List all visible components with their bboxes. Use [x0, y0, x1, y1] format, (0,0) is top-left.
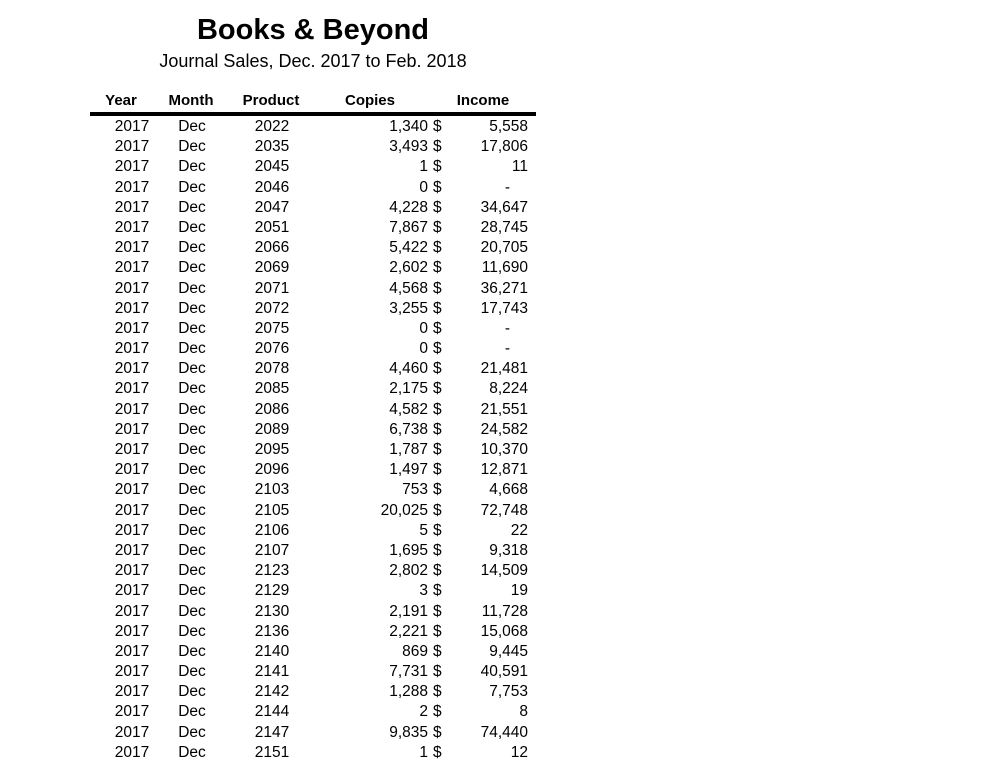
copies-cell: 2,221: [389, 622, 428, 640]
table-row: [90, 339, 536, 359]
copies-cell: 5,422: [389, 239, 428, 257]
copies-cell: 1,340: [389, 118, 428, 135]
table-row: [90, 561, 536, 581]
table-row: [90, 723, 536, 743]
currency-symbol: $: [433, 259, 442, 277]
year-cell: 2017: [114, 703, 150, 721]
report-subtitle: Journal Sales, Dec. 2017 to Feb. 2018: [159, 51, 467, 71]
year-cell: 2017: [114, 743, 150, 761]
currency-symbol: $: [433, 299, 442, 317]
table-body: [90, 117, 536, 763]
copies-cell: 1: [419, 158, 428, 176]
copies-cell: 2,802: [389, 562, 428, 580]
table-row: [90, 662, 536, 682]
month-cell: Dec: [178, 723, 206, 741]
table-row: [90, 218, 536, 238]
income-cell: 34,647: [480, 198, 528, 216]
product-cell: 2051: [254, 218, 290, 236]
currency-symbol: $: [433, 642, 442, 660]
month-cell: Dec: [178, 340, 206, 358]
copies-cell: 6,738: [389, 420, 428, 438]
sales-table: [90, 90, 536, 763]
copies-cell: 869: [402, 642, 428, 660]
currency-symbol: $: [433, 239, 442, 257]
table-row: [90, 319, 536, 339]
currency-symbol: $: [433, 340, 442, 358]
copies-cell: 1,695: [389, 541, 428, 559]
year-cell: 2017: [114, 299, 150, 317]
income-cell: 12,871: [480, 461, 528, 479]
income-cell: 14,509: [480, 562, 528, 580]
copies-cell: 0: [419, 340, 428, 358]
currency-symbol: $: [433, 461, 442, 479]
copies-cell: 2,602: [389, 259, 428, 277]
table-row: [90, 521, 536, 541]
currency-symbol: $: [433, 521, 442, 539]
year-cell: 2017: [114, 663, 150, 681]
month-cell: Dec: [178, 622, 206, 640]
income-cell: 12: [510, 743, 528, 761]
year-cell: 2017: [114, 239, 150, 257]
currency-symbol: $: [433, 602, 442, 620]
header-product: Product: [242, 92, 300, 109]
table-row: [90, 602, 536, 622]
month-cell: Dec: [178, 602, 206, 620]
year-cell: 2017: [114, 420, 150, 438]
month-cell: Dec: [178, 521, 206, 539]
income-cell: 15,068: [480, 622, 528, 640]
table-row: [90, 420, 536, 440]
product-cell: 2096: [254, 461, 290, 479]
month-cell: Dec: [178, 461, 206, 479]
year-cell: 2017: [114, 138, 150, 156]
month-cell: Dec: [178, 198, 206, 216]
month-cell: Dec: [178, 683, 206, 701]
month-cell: Dec: [178, 582, 206, 600]
table-row: [90, 480, 536, 500]
income-cell: 19: [510, 582, 528, 600]
product-cell: 2075: [254, 319, 290, 337]
copies-cell: 4,582: [389, 400, 428, 418]
currency-symbol: $: [433, 663, 442, 681]
year-cell: 2017: [114, 602, 150, 620]
table-row: [90, 581, 536, 601]
product-cell: 2136: [254, 622, 290, 640]
copies-cell: 0: [419, 319, 428, 337]
income-cell: 9,318: [489, 541, 528, 559]
copies-cell: 4,228: [389, 198, 428, 216]
month-cell: Dec: [178, 218, 206, 236]
table-row: [90, 198, 536, 218]
month-cell: Dec: [178, 703, 206, 721]
currency-symbol: $: [433, 723, 442, 741]
copies-cell: 2: [419, 703, 428, 721]
table-row: [90, 299, 536, 319]
income-cell: 7,753: [489, 683, 528, 701]
copies-cell: 9,835: [389, 723, 428, 741]
year-cell: 2017: [114, 218, 150, 236]
currency-symbol: $: [433, 138, 442, 156]
product-cell: 2069: [254, 259, 290, 277]
currency-symbol: $: [433, 582, 442, 600]
copies-cell: 4,460: [389, 360, 428, 378]
month-cell: Dec: [178, 299, 206, 317]
income-cell: 10,370: [480, 441, 528, 458]
currency-symbol: $: [433, 118, 442, 135]
month-cell: Dec: [178, 642, 206, 660]
month-cell: Dec: [178, 319, 206, 337]
product-cell: 2129: [254, 582, 290, 600]
year-cell: 2017: [114, 319, 150, 337]
month-cell: Dec: [178, 562, 206, 580]
income-cell: -: [504, 319, 510, 337]
month-cell: Dec: [178, 501, 206, 519]
income-cell: -: [504, 340, 510, 358]
year-cell: 2017: [114, 380, 150, 398]
product-cell: 2089: [254, 420, 290, 438]
header-month: Month: [168, 92, 214, 109]
currency-symbol: $: [433, 562, 442, 580]
currency-symbol: $: [433, 743, 442, 761]
table-row: [90, 400, 536, 420]
report-title: Books & Beyond: [196, 14, 430, 46]
year-cell: 2017: [114, 118, 150, 135]
table-row: [90, 682, 536, 702]
copies-cell: 1,497: [389, 461, 428, 479]
year-cell: 2017: [114, 683, 150, 701]
month-cell: Dec: [178, 663, 206, 681]
table-row: [90, 178, 536, 198]
currency-symbol: $: [433, 319, 442, 337]
currency-symbol: $: [433, 703, 442, 721]
income-cell: 72,748: [480, 501, 528, 519]
copies-cell: 7,731: [389, 663, 428, 681]
product-cell: 2072: [254, 299, 290, 317]
table-row: [90, 359, 536, 379]
currency-symbol: $: [433, 541, 442, 559]
product-cell: 2086: [254, 400, 290, 418]
currency-symbol: $: [433, 218, 442, 236]
income-cell: 11,728: [481, 602, 528, 620]
currency-symbol: $: [433, 360, 442, 378]
year-cell: 2017: [114, 642, 150, 660]
income-cell: 22: [510, 521, 528, 539]
product-cell: 2071: [254, 279, 290, 297]
income-cell: 36,271: [480, 279, 528, 297]
year-cell: 2017: [114, 562, 150, 580]
month-cell: Dec: [178, 541, 206, 559]
income-cell: 8,224: [489, 380, 528, 398]
table-row: [90, 157, 536, 177]
table-row: [90, 541, 536, 561]
currency-symbol: $: [433, 400, 442, 418]
income-cell: 21,481: [480, 360, 528, 378]
year-cell: 2017: [114, 441, 150, 458]
currency-symbol: $: [433, 420, 442, 438]
table-row: [90, 117, 536, 137]
income-cell: 9,445: [489, 642, 528, 660]
copies-cell: 5: [419, 521, 428, 539]
currency-symbol: $: [433, 198, 442, 216]
income-cell: 5,558: [489, 118, 528, 135]
currency-symbol: $: [433, 158, 442, 176]
income-cell: -: [504, 178, 510, 196]
year-cell: 2017: [114, 723, 150, 741]
copies-cell: 1,288: [389, 683, 428, 701]
month-cell: Dec: [178, 441, 206, 458]
currency-symbol: $: [433, 178, 442, 196]
year-cell: 2017: [114, 501, 150, 519]
copies-cell: 3,493: [389, 138, 428, 156]
product-cell: 2107: [254, 541, 290, 559]
month-cell: Dec: [178, 178, 206, 196]
product-cell: 2147: [254, 723, 290, 741]
year-cell: 2017: [114, 481, 150, 499]
income-cell: 20,705: [480, 239, 528, 257]
income-cell: 11: [511, 158, 528, 176]
copies-cell: 1: [419, 743, 428, 761]
product-cell: 2123: [254, 562, 290, 580]
product-cell: 2045: [254, 158, 290, 176]
product-cell: 2085: [254, 380, 290, 398]
year-cell: 2017: [114, 521, 150, 539]
year-cell: 2017: [114, 178, 150, 196]
income-cell: 28,745: [480, 218, 528, 236]
table-row: [90, 702, 536, 722]
month-cell: Dec: [178, 279, 206, 297]
year-cell: 2017: [114, 582, 150, 600]
income-cell: 40,591: [480, 663, 528, 681]
product-cell: 2106: [254, 521, 290, 539]
table-row: [90, 743, 536, 763]
month-cell: Dec: [178, 118, 206, 135]
year-cell: 2017: [114, 259, 150, 277]
year-cell: 2017: [114, 400, 150, 418]
month-cell: Dec: [178, 420, 206, 438]
product-cell: 2047: [254, 198, 290, 216]
year-cell: 2017: [114, 360, 150, 378]
product-cell: 2095: [254, 441, 290, 458]
income-cell: 24,582: [480, 420, 528, 438]
product-cell: 2144: [254, 703, 290, 721]
income-cell: 17,743: [480, 299, 528, 317]
copies-cell: 20,025: [380, 501, 428, 519]
year-cell: 2017: [114, 279, 150, 297]
header-year: Year: [105, 92, 137, 109]
table-row: [90, 642, 536, 662]
table-row: [90, 279, 536, 299]
month-cell: Dec: [178, 360, 206, 378]
currency-symbol: $: [433, 441, 442, 458]
month-cell: Dec: [178, 481, 206, 499]
currency-symbol: $: [433, 622, 442, 640]
table-row: [90, 622, 536, 642]
income-cell: 21,551: [480, 400, 528, 418]
month-cell: Dec: [178, 158, 206, 176]
year-cell: 2017: [114, 340, 150, 358]
product-cell: 2140: [254, 642, 290, 660]
copies-cell: 3,255: [389, 299, 428, 317]
product-cell: 2141: [254, 663, 290, 681]
month-cell: Dec: [178, 138, 206, 156]
income-cell: 4,668: [489, 481, 528, 499]
product-cell: 2130: [254, 602, 290, 620]
year-cell: 2017: [114, 622, 150, 640]
product-cell: 2105: [254, 501, 290, 519]
table-row: [90, 501, 536, 521]
header-income: Income: [456, 92, 510, 109]
copies-cell: 0: [419, 178, 428, 196]
month-cell: Dec: [178, 239, 206, 257]
currency-symbol: $: [433, 380, 442, 398]
copies-cell: 1,787: [389, 441, 428, 458]
product-cell: 2142: [254, 683, 290, 701]
month-cell: Dec: [178, 259, 206, 277]
table-row: [90, 137, 536, 157]
currency-symbol: $: [433, 683, 442, 701]
product-cell: 2078: [254, 360, 290, 378]
month-cell: Dec: [178, 743, 206, 761]
product-cell: 2151: [254, 743, 290, 761]
copies-cell: 4,568: [389, 279, 428, 297]
year-cell: 2017: [114, 541, 150, 559]
copies-cell: 2,191: [389, 602, 428, 620]
currency-symbol: $: [433, 279, 442, 297]
product-cell: 2022: [254, 118, 290, 135]
year-cell: 2017: [114, 158, 150, 176]
table-row: [90, 258, 536, 278]
product-cell: 2076: [254, 340, 290, 358]
product-cell: 2046: [254, 178, 290, 196]
month-cell: Dec: [178, 400, 206, 418]
product-cell: 2103: [254, 481, 290, 499]
copies-cell: 7,867: [389, 218, 428, 236]
currency-symbol: $: [433, 481, 442, 499]
month-cell: Dec: [178, 380, 206, 398]
income-cell: 8: [519, 703, 528, 721]
copies-cell: 3: [419, 582, 428, 600]
product-cell: 2035: [254, 138, 290, 156]
income-cell: 11,690: [481, 259, 528, 277]
copies-cell: 753: [402, 481, 428, 499]
product-cell: 2066: [254, 239, 290, 257]
table-row: [90, 238, 536, 258]
income-cell: 74,440: [480, 723, 528, 741]
copies-cell: 2,175: [389, 380, 428, 398]
year-cell: 2017: [114, 198, 150, 216]
table-row: [90, 379, 536, 399]
table-row: [90, 460, 536, 480]
table-row: [90, 440, 536, 460]
income-cell: 17,806: [480, 138, 528, 156]
table-header: [90, 90, 536, 116]
currency-symbol: $: [433, 501, 442, 519]
year-cell: 2017: [114, 461, 150, 479]
header-copies: Copies: [344, 92, 395, 109]
